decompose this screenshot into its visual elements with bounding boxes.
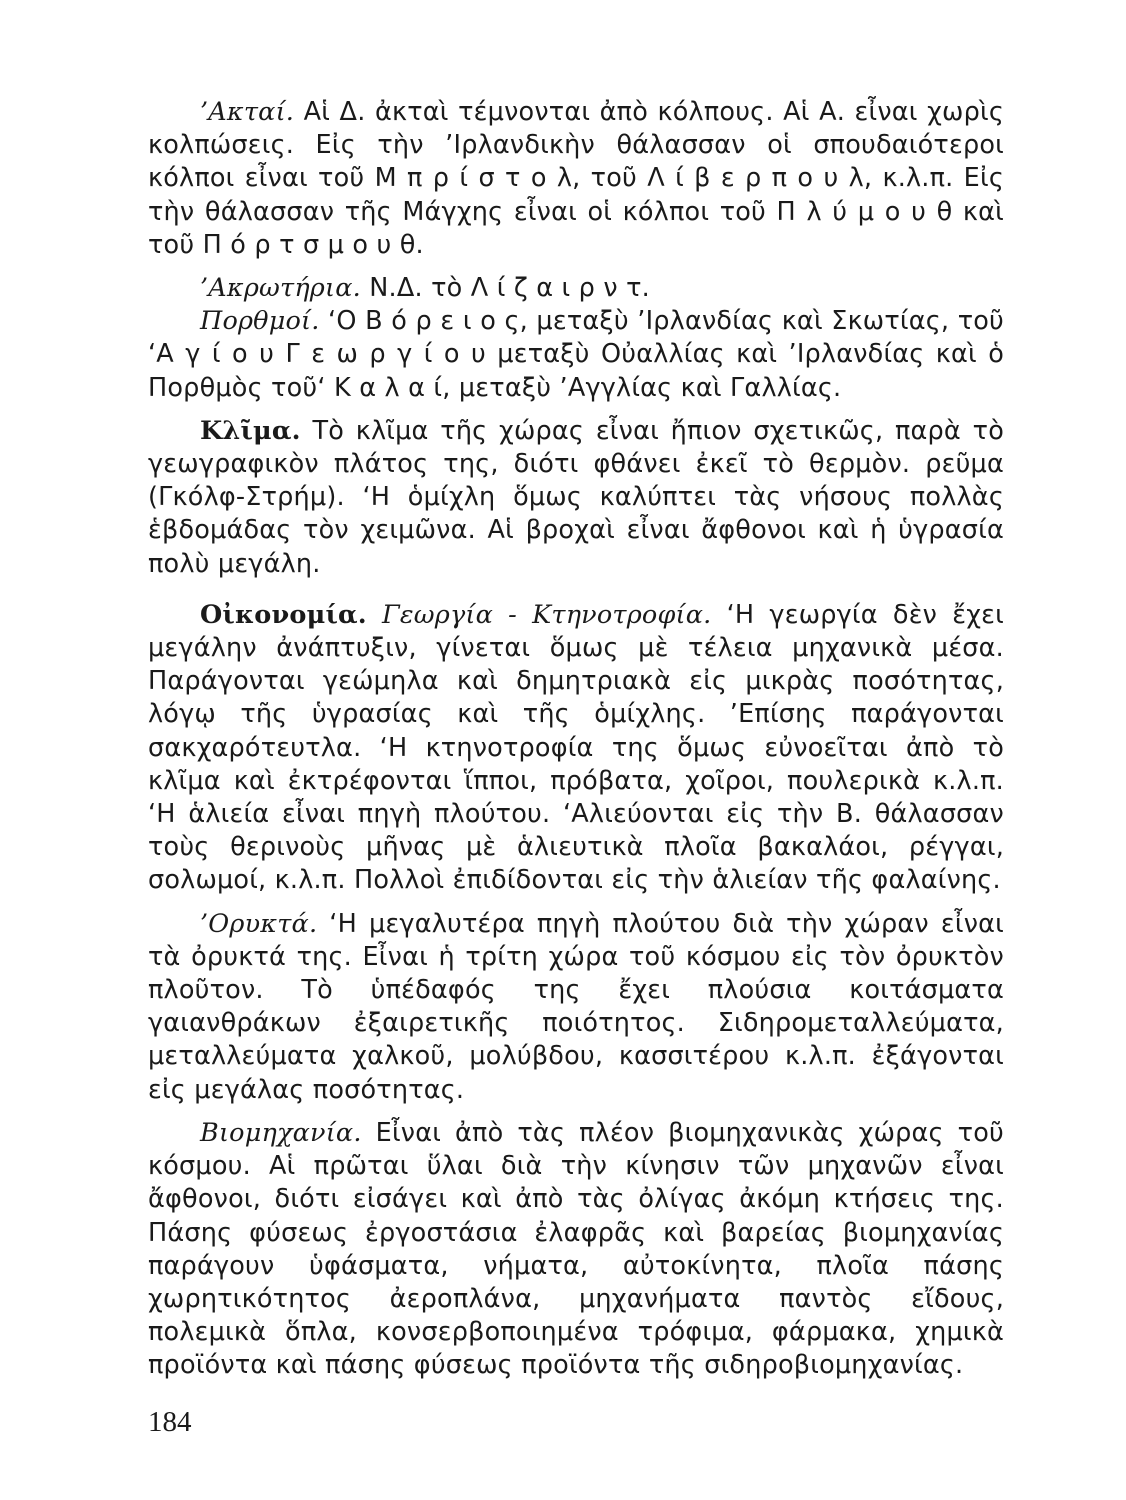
text-viomichania: Εἶναι ἀπὸ τὰς πλέον βιομηχανικὰς χώρας τοῦ κόσμου. Αἱ πρῶται ὕλαι διὰ τὴν κίνησιν τῶν μηχανῶν εἶναι ἄφθονοι, διότι εἰσάγει καὶ ἀπὸ τὰς ὀλίγας ἀκόμη κτήσεις της. Πάσης φύσεως ἐργοστάσια ἐλαφρᾶς καὶ βαρείας βιομηχανίας παράγουν ὑφάσματα, νήματα, αὐτοκίνητα, πλοῖα πάσης χωρητικότητος ἀεροπλάνα, μηχανήματα παντὸς εἴδους, πολεμικὰ ὅπλα, κονσερβοποιημένα τρόφιμα, φάρμακα, χημικὰ προϊόντα καὶ πάσης φύσεως προϊόντα τῆς σιδηροβιομηχανίας. — [148, 1117, 1004, 1381]
heading-porthmoi: Πορθμοί. — [200, 306, 320, 337]
text-akrotiria: Ν.Δ. τὸ Λ ί ζ α ι ρ ν τ. — [360, 273, 650, 304]
text-porthmoi: ‘Ο Β ό ρ ε ι ο ς, μεταξὺ ’Ιρλανδίας καὶ Σκωτίας, τοῦ ‘Α γ ί ο υ Γ ε ω ρ γ ί ο υ μεταξὺ Οὐαλλίας καὶ ’Ιρλανδίας καὶ ὁ Πορθμὸς τοῦ‘ Κ α λ α ί, μεταξὺ ’Αγγλίας καὶ Γαλλίας. — [148, 306, 1004, 403]
heading-orykta: ’Ορυκτά. — [200, 908, 318, 939]
heading-viomichania: Βιομηχανία. — [200, 1117, 362, 1148]
text-aktai: Αἱ Δ. ἀκταὶ τέμνονται ἀπὸ κόλπους. Αἱ Α. εἶναι χωρὶς κολπώσεις. Εἰς τὴν ’Ιρλανδικὴν θάλασσαν οἱ σπουδαιότεροι κόλποι εἶναι τοῦ Μ π ρ ί σ τ ο λ, τοῦ Λ ί β ε ρ π ο υ λ, κ.λ.π. Εἰς τὴν θάλασσαν τῆς Μάγχης εἶναι οἱ κόλποι τοῦ Π λ ύ μ ο υ θ καὶ τοῦ Π ό ρ τ σ μ ο υ θ. — [148, 97, 1004, 260]
heading-klima: Κλῖμα. — [200, 415, 301, 446]
paragraph-aktai — [148, 96, 1004, 262]
heading-aktai: ’Ακταί. — [200, 97, 295, 127]
paragraph-viomichania — [148, 1117, 1004, 1383]
text-oikonomia: ‘Η γεωργία δὲν ἔχει μεγάλην ἀνάπτυξιν, γίνεται ὅμως μὲ τέλεια μηχανικὰ μέσα. Παράγονται γεώμηλα καὶ δημητριακὰ εἰς μικρὰς ποσότητας, λόγῳ τῆς ὑγρασίας καὶ τῆς ὁμίχλης. ’Επίσης παράγονται σακχαρότευτλα. ‘Η κτηνοτροφία της ὅμως εὐνοεῖται ἀπὸ τὸ κλῖμα καὶ ἐκτρέφονται ἵπποι, πρόβατα, χοῖροι, πουλερικὰ κ.λ.π. ‘Η ἁλιεία εἶναι πηγὴ πλούτου. ‘Αλιεύονται εἰς τὴν Β. θάλασσαν τοὺς θερινοὺς μῆνας μὲ ἁλιευτικὰ πλοῖα βακαλάοι, ρέγγαι, σολωμοί, κ.λ.π. Πολλοὶ ἐπιδίδονται εἰς τὴν ἁλιείαν τῆς φαλαίνης. — [148, 599, 1004, 896]
heading-oikonomia: Οἰκονομία. — [200, 599, 367, 630]
subheading-georgia: Γεωργία - Κτηνοτροφία. — [382, 599, 712, 630]
paragraph-klima — [148, 415, 1004, 581]
paragraph-porthmoi — [148, 305, 1004, 405]
paragraph-orykta — [148, 908, 1004, 1107]
text-klima: Τὸ κλῖμα τῆς χώρας εἶναι ἤπιον σχετικῶς, παρὰ τὸ γεωγραφικὸν πλάτος της, διότι φθάνει ἐκεῖ τὸ θερμὸν. ρεῦμα (Γκόλφ-Στρήμ). ‘Η ὁμίχλη ὅμως καλύπτει τὰς νήσους πολλὰς ἑβδομάδας τὸν χειμῶνα. Αἱ βροχαὶ εἶναι ἄφθονοι καὶ ἡ ὑγρασία πολὺ μεγάλη. — [148, 415, 1004, 579]
text-orykta: ‘Η μεγαλυτέρα πηγὴ πλούτου διὰ τὴν χώραν εἶναι τὰ ὀρυκτά της. Εἶναι ἡ τρίτη χώρα τοῦ κόσμου εἰς τὸν ὀρυκτὸν πλοῦτον. Τὸ ὑπέδαφός της ἔχει πλούσια κοιτάσματα γαιανθράκων ἐξαιρετικῆς ποιότητος. Σιδηρομεταλλεύματα, μεταλλεύματα χαλκοῦ, μολύβδου, κασσιτέρου κ.λ.π. ἐξάγονται εἰς μεγάλας ποσότητας. — [148, 908, 1004, 1105]
heading-akrotiria: ’Ακρωτήρια. — [200, 273, 361, 304]
book-page — [148, 96, 1004, 1383]
paragraph-akrotiria — [148, 272, 1004, 305]
page-number: 184 — [148, 1406, 192, 1438]
paragraph-oikonomia — [148, 599, 1004, 898]
